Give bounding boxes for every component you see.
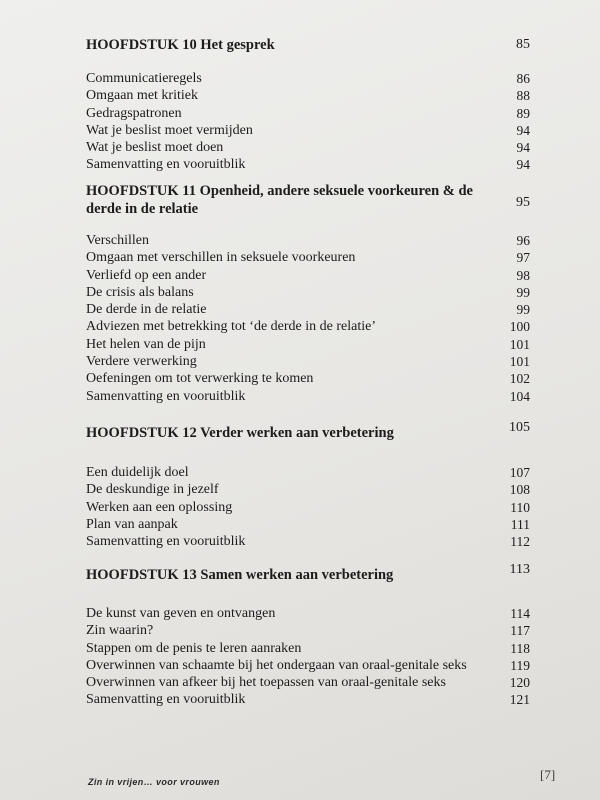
entry-page-number: 101 (509, 354, 530, 370)
entry-page-number: 112 (510, 534, 530, 550)
toc-entry (86, 284, 530, 301)
toc-entry (86, 640, 530, 657)
entry-page-number: 98 (516, 267, 530, 283)
chapter-page-number: 113 (509, 562, 530, 577)
entry-page-number: 94 (516, 140, 530, 156)
toc-entry (86, 105, 530, 122)
toc-entry (86, 336, 530, 353)
chapter-title: HOOFDSTUK 11 Openheid, andere seksuele voorkeuren & de derde in de relatie (86, 183, 473, 217)
toc-entry (86, 139, 530, 156)
entry-page-number: 107 (509, 465, 530, 480)
entry-page-number: 121 (509, 692, 530, 708)
entry-label: Samenvatting en vooruitblik (86, 157, 246, 173)
entry-label: Overwinnen van schaamte bij het ondergaan van oraal-genitale seks (86, 657, 467, 673)
entry-label: Communicatieregels (86, 71, 202, 86)
folio-page-number: [7] (540, 767, 556, 782)
entry-page-number: 119 (510, 657, 530, 673)
entry-page-number: 118 (510, 640, 530, 656)
entry-page-number: 114 (510, 606, 530, 621)
chapter-heading (86, 420, 530, 442)
entry-page-number: 99 (516, 302, 530, 318)
entry-page-number: 96 (516, 233, 530, 248)
entry-label: Zin waarin? (86, 623, 154, 639)
chapter-page-number: 95 (516, 195, 530, 210)
entry-page-number: 94 (516, 157, 530, 173)
toc-entry (86, 533, 530, 550)
toc-entry (86, 388, 530, 405)
toc-entry (86, 674, 530, 691)
entry-label: Verdere verwerking (86, 354, 197, 370)
entry-label: Omgaan met verschillen in seksuele voorkeuren (86, 250, 356, 266)
entry-label: De derde in de relatie (86, 302, 207, 318)
entry-page-number: 111 (510, 516, 530, 532)
entry-label: Samenvatting en vooruitblik (86, 388, 246, 404)
entry-label: Wat je beslist moet vermijden (86, 122, 253, 138)
entry-label: Verschillen (86, 233, 149, 248)
chapter-heading (86, 36, 530, 54)
toc-entry (86, 481, 530, 498)
entry-page-number: 100 (509, 319, 530, 335)
entry-list (86, 464, 530, 550)
entry-label: De crisis als balans (86, 284, 194, 300)
chapter-heading (86, 562, 530, 584)
toc-entry (86, 232, 530, 249)
toc-entry (86, 370, 530, 387)
toc-entry (86, 87, 530, 104)
chapter-title: HOOFDSTUK 12 Verder werken aan verbetering (86, 425, 394, 441)
toc-entry (86, 156, 530, 173)
chapter-12 (86, 420, 530, 550)
chapter-11 (86, 182, 530, 405)
chapter-title: HOOFDSTUK 10 Het gesprek (86, 37, 275, 53)
toc-entry (86, 605, 530, 622)
toc-entry (86, 353, 530, 370)
toc-entry (86, 267, 530, 284)
entry-label: Samenvatting en vooruitblik (86, 534, 246, 550)
entry-label: Overwinnen van afkeer bij het toepassen van oraal-genitale seks (86, 675, 446, 691)
entry-label: Gedragspatronen (86, 105, 182, 121)
entry-page-number: 108 (509, 482, 530, 498)
entry-label: Oefeningen om tot verwerking te komen (86, 371, 314, 387)
entry-label: Omgaan met kritiek (86, 88, 198, 104)
entry-page-number: 110 (510, 499, 530, 515)
entry-page-number: 86 (516, 71, 530, 86)
entry-page-number: 104 (509, 388, 530, 404)
entry-page-number: 99 (516, 284, 530, 300)
entry-label: Adviezen met betrekking tot ‘de derde in de relatie’ (86, 319, 376, 335)
toc-entry (86, 249, 530, 266)
entry-label: Plan van aanpak (86, 516, 178, 532)
entry-list (86, 605, 530, 709)
toc-entry (86, 301, 530, 318)
entry-label: Wat je beslist moet doen (86, 140, 224, 156)
toc-entry (86, 691, 530, 708)
chapter-page-number: 85 (516, 37, 530, 52)
entry-label: Een duidelijk doel (86, 465, 189, 480)
toc-entry (86, 499, 530, 516)
entry-page-number: 94 (516, 122, 530, 138)
entry-list (86, 70, 530, 174)
toc-entry (86, 122, 530, 139)
entry-page-number: 89 (516, 105, 530, 121)
toc-entry (86, 622, 530, 639)
entry-page-number: 120 (509, 675, 530, 691)
entry-page-number: 117 (510, 623, 530, 639)
toc-entry (86, 657, 530, 674)
running-footer-title: Zin in vrijen… voor vrouwen (88, 777, 220, 787)
entry-label: Verliefd op een ander (86, 267, 207, 283)
entry-label: Werken aan een oplossing (86, 499, 233, 515)
chapter-13 (86, 562, 530, 709)
entry-page-number: 102 (509, 371, 530, 387)
chapter-heading (86, 182, 530, 218)
entry-label: De kunst van geven en ontvangen (86, 606, 276, 621)
chapter-page-number: 105 (509, 420, 530, 435)
entry-label: Stappen om de penis te leren aanraken (86, 640, 302, 656)
toc-entry (86, 464, 530, 481)
toc-entry (86, 318, 530, 335)
chapter-10 (86, 36, 530, 174)
entry-label: Samenvatting en vooruitblik (86, 692, 246, 708)
entry-label: De deskundige in jezelf (86, 482, 219, 498)
entry-page-number: 101 (509, 336, 530, 352)
toc-entry (86, 516, 530, 533)
entry-list (86, 232, 530, 405)
toc-entry (86, 70, 530, 87)
entry-page-number: 88 (516, 88, 530, 104)
entry-label: Het helen van de pijn (86, 336, 206, 352)
entry-page-number: 97 (516, 250, 530, 266)
chapter-title: HOOFDSTUK 13 Samen werken aan verbetering (86, 567, 394, 583)
